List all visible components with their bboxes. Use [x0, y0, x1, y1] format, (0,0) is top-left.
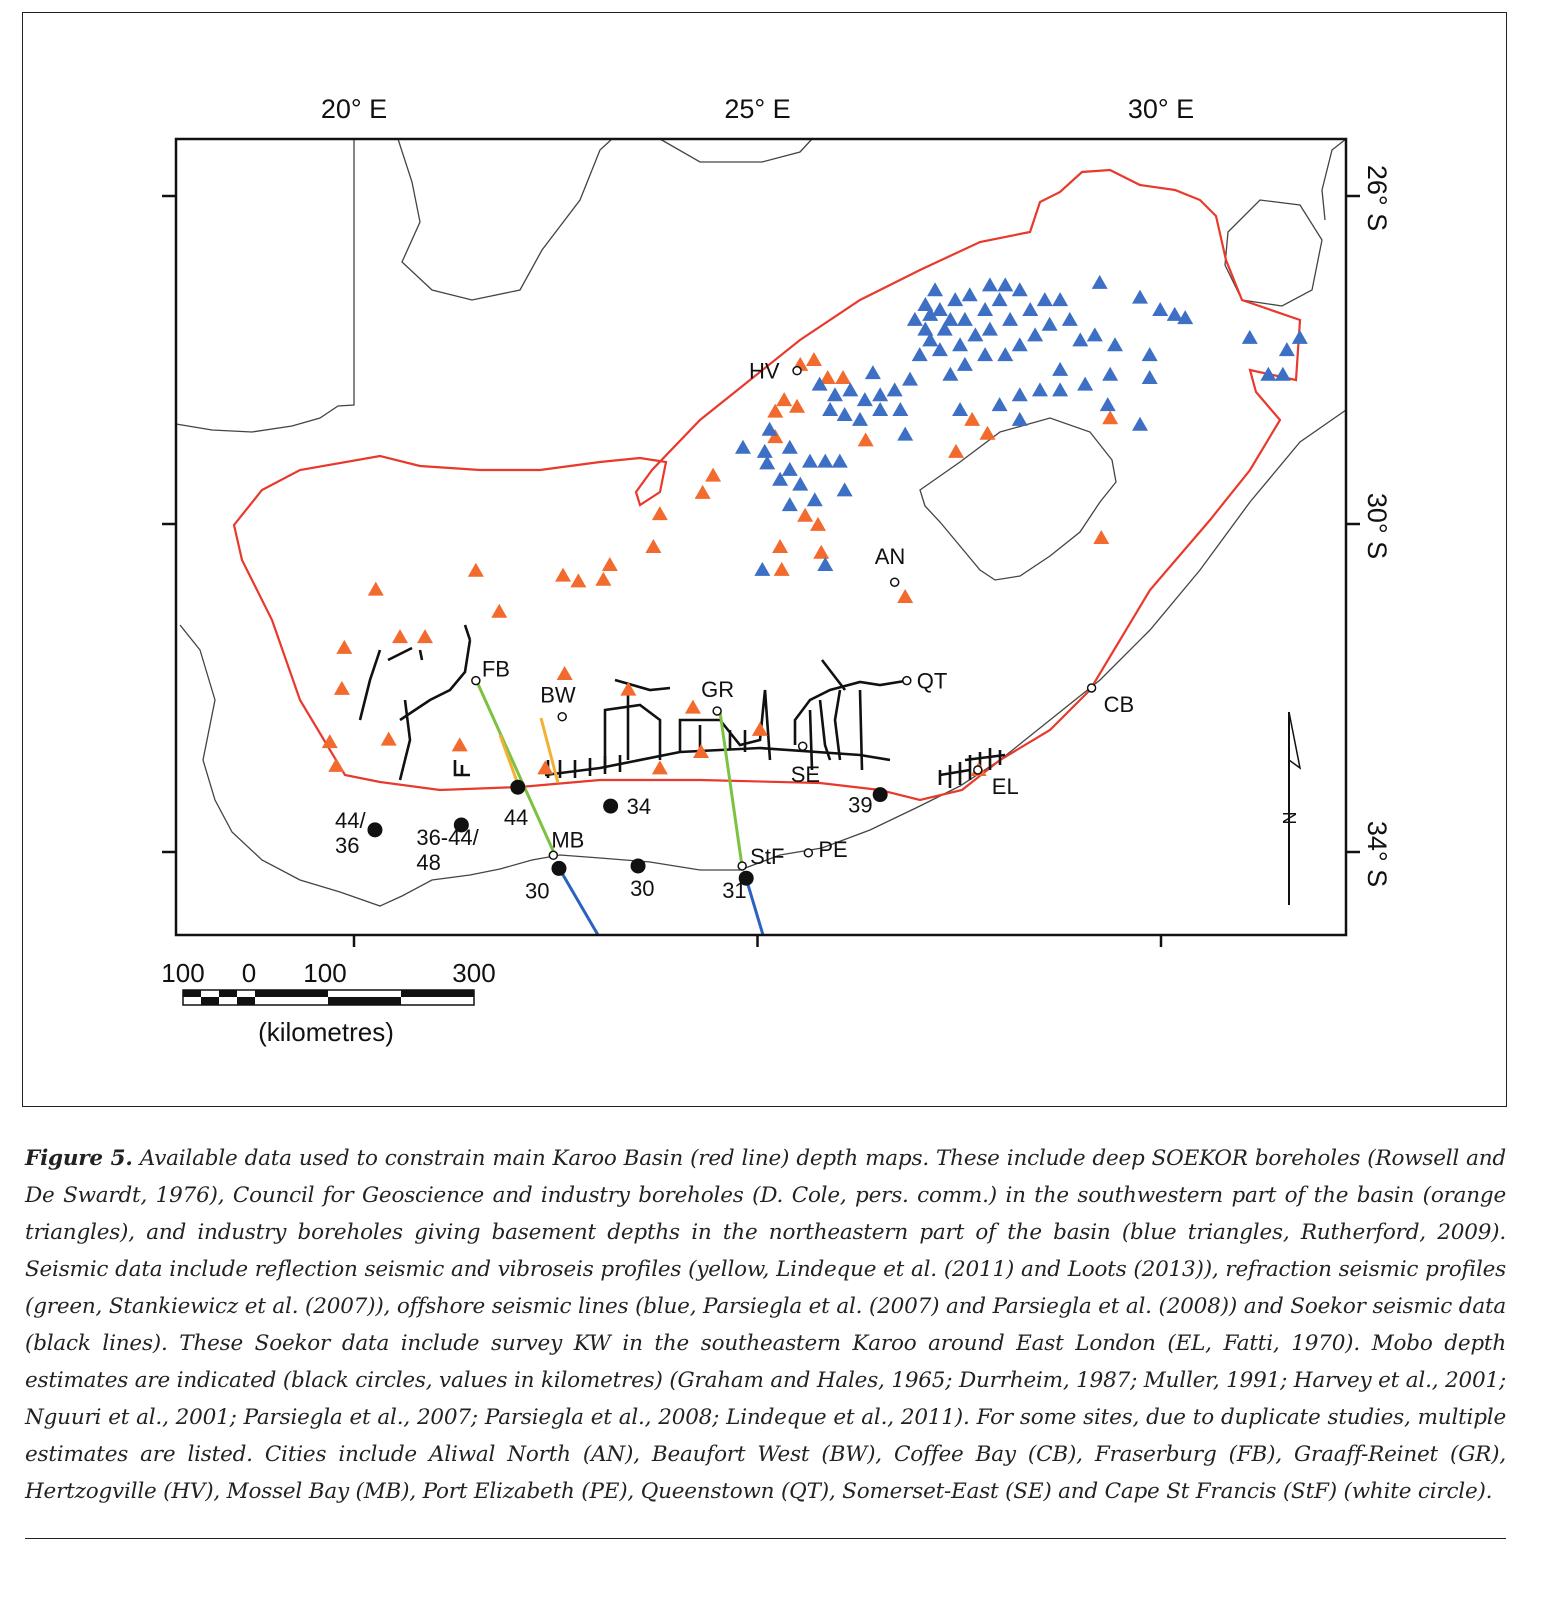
lat-tick-label: 30° S [1362, 492, 1392, 560]
orange-borehole-triangle [774, 562, 790, 576]
blue-borehole-triangle [1087, 327, 1103, 341]
scale-bar [161, 958, 495, 1047]
lon-tick-label: 20° E [320, 94, 388, 124]
moho-depth-label: 44/ [334, 807, 366, 833]
blue-borehole-triangle [1092, 275, 1108, 289]
botswana-border [398, 139, 612, 300]
moho-depth-label: 39 [848, 792, 873, 818]
city-label: MB [551, 827, 585, 853]
city-label: PE [818, 836, 848, 862]
blue-borehole-triangle [872, 402, 888, 416]
orange-borehole-triangle [570, 573, 586, 587]
blue-borehole-triangle [762, 422, 778, 436]
blue-borehole-triangle [782, 497, 798, 511]
moho-depth-label: 48 [416, 849, 441, 875]
orange-borehole-triangle [602, 557, 618, 571]
city-marker [903, 677, 911, 685]
moho-depth-label: 36-44/ [416, 824, 479, 850]
borders [176, 139, 1346, 906]
blue-borehole-triangle [1042, 317, 1058, 331]
orange-borehole-triangle [806, 352, 822, 366]
city-marker [713, 707, 721, 715]
blue-borehole-triangle [1037, 292, 1053, 306]
orange-borehole-triangle [772, 539, 788, 553]
orange-borehole-triangle [620, 682, 636, 696]
orange-borehole-triangle [334, 681, 350, 695]
blue-borehole-triangle [1012, 412, 1028, 426]
orange-borehole-triangle [336, 640, 352, 654]
blue-borehole-triangle [952, 337, 968, 351]
blue-borehole-triangle [957, 357, 973, 371]
moho-depth-circle [631, 858, 646, 873]
offshore-line-west [559, 868, 598, 935]
orange-borehole-triangle [468, 563, 484, 577]
blue-borehole-triangle [1012, 337, 1028, 351]
orange-borehole-triangle [645, 539, 661, 553]
blue-borehole-triangle [872, 387, 888, 401]
orange-borehole-triangle [813, 545, 829, 559]
blue-borehole-triangle [992, 397, 1008, 411]
blue-borehole-triangle [927, 282, 943, 296]
orange-borehole-triangle [810, 517, 826, 531]
city-label: AN [874, 544, 906, 570]
lesotho-outline [920, 418, 1116, 580]
city-marker [793, 367, 801, 375]
orange-borehole-triangle [858, 432, 874, 446]
moho-depth-label: 34 [626, 794, 652, 820]
city-label: QT [916, 668, 948, 694]
orange-borehole-triangle [752, 722, 768, 736]
city-marker [738, 862, 746, 870]
blue-borehole-triangle [982, 277, 998, 291]
blue-borehole-triangle [892, 402, 908, 416]
scale-label-100: 100 [303, 958, 347, 988]
blue-borehole-triangle [907, 312, 923, 326]
orange-borehole-triangle [685, 700, 701, 714]
city-marker [804, 849, 812, 857]
figure-caption [25, 1140, 1506, 1510]
orange-borehole-triangle [835, 370, 851, 384]
blue-borehole-triangle [1142, 370, 1158, 384]
city-label: StF [750, 843, 785, 869]
city-label: SE [790, 762, 821, 788]
blue-borehole-triangle [1102, 367, 1118, 381]
lon-tick-label: 30° E [1127, 94, 1195, 124]
blue-borehole-triangle [1242, 330, 1258, 344]
orange-borehole-triangle [652, 506, 668, 520]
blue-borehole-triangle [1279, 342, 1295, 356]
blue-borehole-triangle [962, 287, 978, 301]
orange-borehole-triangle [557, 666, 573, 680]
orange-borehole-triangle [797, 508, 813, 522]
swaziland-outline [1225, 200, 1322, 306]
blue-borehole-triangle [817, 557, 833, 571]
orange-borehole-triangle [897, 589, 913, 603]
moho-depth-label: 30 [524, 878, 550, 904]
blue-borehole-triangle [952, 402, 968, 416]
scale-label-300: 300 [452, 958, 496, 988]
blue-borehole-triangle [754, 562, 770, 576]
moho-depth-circle [367, 822, 382, 837]
soekor-seismic-lines [360, 625, 1005, 788]
blue-borehole-triangle [1052, 382, 1068, 396]
city-marker [549, 851, 557, 859]
blue-borehole-triangle [837, 482, 853, 496]
blue-borehole-triangle [865, 365, 881, 379]
blue-borehole-triangle [1002, 312, 1018, 326]
blue-borehole-triangle [1052, 362, 1068, 376]
orange-borehole-triangle [695, 485, 711, 499]
blue-borehole-triangle [1107, 337, 1123, 351]
blue-borehole-triangle [982, 322, 998, 336]
city-label: EL [991, 774, 1019, 799]
blue-borehole-triangle [947, 292, 963, 306]
blue-borehole-triangle [1275, 367, 1291, 381]
blue-borehole-triangle [802, 454, 818, 468]
orange-borehole-triangle [705, 468, 721, 482]
blue-borehole-triangle [1032, 382, 1048, 396]
blue-borehole-triangle [1022, 302, 1038, 316]
blue-borehole-triangle [842, 382, 858, 396]
scale-unit: (kilometres) [258, 1017, 394, 1047]
blue-borehole-triangle [1152, 302, 1168, 316]
orange-borehole-triangle [1102, 410, 1118, 424]
blue-borehole-triangle [735, 440, 751, 454]
blue-borehole-triangle [792, 477, 808, 491]
blue-borehole-triangle [1167, 307, 1183, 321]
lat-tick-label: 34° S [1362, 820, 1392, 888]
city-marker [1088, 684, 1096, 692]
blue-borehole-triangle [757, 444, 773, 458]
city-label: CB [1103, 692, 1135, 717]
blue-borehole-triangle [832, 454, 848, 468]
blue-borehole-triangle [932, 302, 948, 316]
moho-depth-label: 36 [334, 832, 360, 858]
blue-borehole-triangle [912, 347, 928, 361]
namibia-border [176, 139, 354, 432]
blue-borehole-triangle [807, 492, 823, 506]
lon-tick-label: 25° E [724, 94, 791, 124]
moho-depth-label: 44 [503, 805, 529, 831]
orange-borehole-triangle [392, 629, 408, 643]
blue-borehole-triangle [1072, 332, 1088, 346]
blue-borehole-triangle [1142, 347, 1158, 361]
blue-borehole-triangle [782, 462, 798, 476]
blue-borehole-triangle [1292, 330, 1308, 344]
figure-label: Figure 5. [25, 1146, 133, 1171]
blue-borehole-triangle [902, 372, 918, 386]
blue-borehole-triangle [782, 440, 798, 454]
orange-borehole-triangle [328, 758, 344, 772]
city-marker [558, 713, 566, 721]
city-label: FB [481, 656, 510, 682]
blue-borehole-triangle [852, 412, 868, 426]
moho-depth-label: 31 [722, 878, 747, 904]
orange-borehole-triangle [555, 568, 571, 582]
scale-label-100-left: 100 [161, 958, 205, 988]
blue-borehole-triangle [837, 407, 853, 421]
blue-borehole-triangle [997, 347, 1013, 361]
blue-borehole-triangle [1100, 397, 1116, 411]
zimbabwe-border [660, 139, 812, 162]
north-arrow [1279, 712, 1300, 905]
blue-borehole-triangle [977, 302, 993, 316]
moho-depth-circle [873, 787, 888, 802]
city-marker [891, 578, 899, 586]
orange-borehole-triangle [368, 582, 384, 596]
blue-borehole-triangle [1027, 327, 1043, 341]
scale-label-0: 0 [241, 958, 257, 988]
orange-borehole-triangle [537, 760, 553, 774]
caption-text: Available data used to constrain main Karoo Basin (red line) depth maps. These include deep SOEKOR boreholes (Rowsell and De Swardt, 1976), Council for Geoscience and industry boreholes (D. Cole, pers. comm.) in the southwestern part of the basin (orange triangles), and industry boreholes giving basement depths in the northeastern part of the basin (blue triangles, Rutherford, 2009). Seismic data include reflection seismic and vibroseis profiles (yellow, Lindeque et al. (2011) and Loots (2013)), refraction seismic profiles (green, Stankiewicz et al. (2007)), offshore seismic lines (blue, Parsiegla et al. (2007) and Parsiegla et al. (2008)) and Soekor seismic data (black lines). These Soekor data include survey KW in the southeastern Karoo around East London (EL, Fatti, 1970). Mobo depth estimates are indicated (black circles, values in kilometres) (Graham and Hales, 1965; Durrheim, 1987; Muller, 1991; Harvey et al., 2001; Nguuri et al., 2001; Parsiegla et al., 2007; Parsiegla et al., 2008; Lindeque et al., 2011). For some sites, due to duplicate studies, multiple estimates are listed. Cities include Aliwal North (AN), Beaufort West (BW), Coffee Bay (CB), Fraserburg (FB), Graaff-Reinet (GR), Hertzogville (HV), Mossel Bay (MB), Port Elizabeth (PE), Queenstown (QT), Somerset-East (SE) and Cape St Francis (StF) (white circle). [25, 1146, 1506, 1504]
blue-borehole-triangle [1052, 292, 1068, 306]
orange-borehole-triangle [979, 426, 995, 440]
orange-borehole-triangle [595, 572, 611, 586]
moho-depth-circle [551, 861, 566, 876]
cities [472, 359, 1134, 870]
lat-tick-label: 26° S [1362, 164, 1392, 232]
moho-depth-circle [510, 780, 525, 795]
orange-borehole-triangle [452, 737, 468, 751]
blue-borehole-triangle [967, 327, 983, 341]
blue-borehole-triangle [977, 347, 993, 361]
blue-borehole-triangle [827, 387, 843, 401]
orange-borehole-triangle [381, 732, 397, 746]
north-label: N [1279, 811, 1299, 825]
blue-borehole-triangle [992, 292, 1008, 306]
orange-borehole-triangle [776, 392, 792, 406]
orange-borehole-triangle [417, 629, 433, 643]
city-marker [799, 742, 807, 750]
blue-borehole-triangle [897, 427, 913, 441]
blue-borehole-triangle [957, 312, 973, 326]
orange-borehole-triangle [1093, 530, 1109, 544]
blue-borehole-triangle [1077, 377, 1093, 391]
city-marker [472, 677, 480, 685]
orange-borehole-triangle [652, 760, 668, 774]
blue-borehole-triangle [1062, 312, 1078, 326]
reflection-profile-1 [500, 735, 519, 787]
bottom-rule [25, 1538, 1506, 1539]
blue-borehole-triangle [942, 367, 958, 381]
blue-borehole-triangle [1132, 290, 1148, 304]
city-label: GR [701, 676, 735, 702]
city-label: BW [540, 682, 576, 708]
orange-borehole-triangle [491, 604, 507, 618]
moho-depth-label: 30 [630, 875, 655, 901]
offshore-line-east [746, 878, 763, 935]
moho-depth-circle [603, 799, 618, 814]
blue-borehole-triangle [1132, 417, 1148, 431]
blue-borehole-triangle [822, 402, 838, 416]
city-marker [974, 766, 982, 774]
blue-borehole-triangle [1012, 282, 1028, 296]
orange-borehole-triangle [948, 444, 964, 458]
city-label: HV [749, 358, 780, 384]
moho-estimates [335, 780, 888, 904]
blue-borehole-triangle [1012, 387, 1028, 401]
blue-borehole-triangle [997, 277, 1013, 291]
blue-borehole-triangle [857, 392, 873, 406]
blue-borehole-triangle [817, 454, 833, 468]
mozambique-border [1322, 139, 1346, 220]
blue-borehole-triangle [887, 382, 903, 396]
